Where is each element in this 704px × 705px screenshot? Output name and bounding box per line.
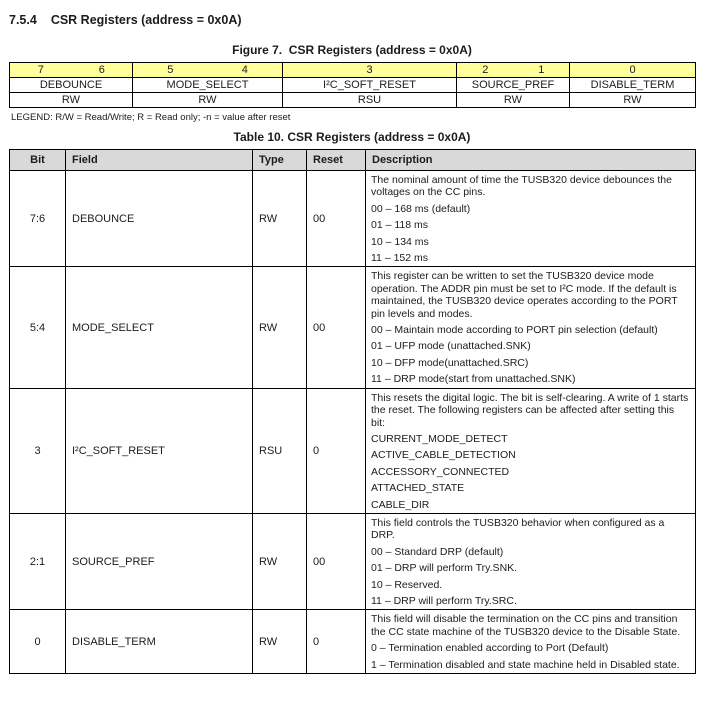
description-line: This register can be written to set the TUSB320 device mode operation. The ADDR pin must be set to I²C mode. If the default is maintained, the TUSB320 device operates according to the PORT pin levels and modes. bbox=[371, 270, 678, 320]
bit-label-0: 0 bbox=[570, 63, 696, 78]
type-cell: RW bbox=[253, 171, 307, 267]
table-caption: Table 10. CSR Registers (address = 0x0A) bbox=[233, 130, 471, 144]
description-cell bbox=[366, 171, 696, 267]
type-cell: RW bbox=[253, 610, 307, 674]
field-name-mode-select: MODE_SELECT bbox=[133, 78, 283, 93]
description-line: 10 – 134 ms bbox=[371, 235, 429, 248]
section-title: CSR Registers (address = 0x0A) bbox=[50, 13, 242, 27]
description-line: 00 – Standard DRP (default) bbox=[371, 545, 504, 558]
description-line: 0 – Termination enabled according to Port (Default) bbox=[371, 642, 609, 655]
field-name-source-pref: SOURCE_PREF bbox=[457, 78, 570, 93]
figure-bit-number-row bbox=[10, 63, 696, 78]
type-cell: RSU bbox=[253, 388, 307, 513]
bit-label-3: 3 bbox=[283, 63, 457, 78]
table-row-disable-term bbox=[10, 610, 696, 674]
legend-text: LEGEND: R/W = Read/Write; R = Read only; -n = value after reset bbox=[11, 112, 291, 123]
bit-cell: 2:1 bbox=[10, 513, 66, 609]
field-name-debounce: DEBOUNCE bbox=[10, 78, 133, 93]
description-line: This resets the digital logic. The bit is self-clearing. A write of 1 starts the reset. The following registers can be affected after setting this bit: bbox=[371, 391, 689, 429]
reset-cell: 00 bbox=[307, 513, 366, 609]
field-cell: I²C_SOFT_RESET bbox=[66, 388, 253, 513]
description-cell bbox=[366, 610, 696, 674]
description-line: 10 – Reserved. bbox=[371, 578, 443, 591]
description-line: 01 – DRP will perform Try.SNK. bbox=[371, 562, 518, 575]
description-line: 01 – 118 ms bbox=[371, 219, 429, 232]
access-type-disable-term: RW bbox=[570, 93, 696, 108]
column-header-type: Type bbox=[253, 150, 307, 171]
description-line: 00 – 168 ms (default) bbox=[371, 202, 471, 215]
description-line: ATTACHED_STATE bbox=[371, 482, 465, 495]
description-line: 00 – Maintain mode according to PORT pin selection (default) bbox=[371, 324, 658, 337]
access-type-source-pref: RW bbox=[457, 93, 570, 108]
table-row-source-pref bbox=[10, 513, 696, 609]
field-name-disable-term: DISABLE_TERM bbox=[570, 78, 696, 93]
description-line: CABLE_DIR bbox=[371, 498, 430, 511]
bit-label-4: 4 bbox=[208, 63, 283, 78]
access-type-debounce: RW bbox=[10, 93, 133, 108]
description-line: ACTIVE_CABLE_DETECTION bbox=[371, 449, 516, 462]
bit-cell: 7:6 bbox=[10, 171, 66, 267]
column-header-reset: Reset bbox=[307, 150, 366, 171]
bit-label-2: 2 bbox=[457, 63, 514, 78]
figure-access-type-row bbox=[10, 93, 696, 108]
table-header-row bbox=[10, 150, 696, 171]
reset-cell: 00 bbox=[307, 267, 366, 388]
bit-cell: 3 bbox=[10, 388, 66, 513]
field-cell: MODE_SELECT bbox=[66, 267, 253, 388]
field-name-i2c-soft-reset: I²C_SOFT_RESET bbox=[283, 78, 457, 93]
figure-field-name-row bbox=[10, 78, 696, 93]
field-cell: DEBOUNCE bbox=[66, 171, 253, 267]
description-cell bbox=[366, 513, 696, 609]
table-row-i2c-soft-reset bbox=[10, 388, 696, 513]
description-cell bbox=[366, 267, 696, 388]
field-cell: SOURCE_PREF bbox=[66, 513, 253, 609]
access-type-mode-select: RW bbox=[133, 93, 283, 108]
bit-cell: 5:4 bbox=[10, 267, 66, 388]
section-number: 7.5.4 bbox=[9, 13, 37, 27]
bit-label-1: 1 bbox=[514, 63, 570, 78]
figure-caption: Figure 7. CSR Registers (address = 0x0A) bbox=[232, 43, 472, 57]
section-heading bbox=[9, 13, 695, 27]
description-line: This field will disable the termination on the CC pins and transition the CC state machine of the TUSB320 device to the Disable State. bbox=[371, 613, 681, 638]
access-type-i2c-soft-reset: RSU bbox=[283, 93, 457, 108]
description-line: 11 – 152 ms bbox=[371, 252, 429, 265]
bit-cell: 0 bbox=[10, 610, 66, 674]
type-cell: RW bbox=[253, 267, 307, 388]
table-row-mode-select bbox=[10, 267, 696, 388]
description-line: 10 – DFP mode(unattached.SRC) bbox=[371, 356, 529, 369]
bit-label-7: 7 bbox=[10, 63, 72, 78]
column-header-bit: Bit bbox=[10, 150, 66, 171]
reset-cell: 00 bbox=[307, 171, 366, 267]
description-cell bbox=[366, 388, 696, 513]
bit-label-6: 6 bbox=[72, 63, 133, 78]
register-description-table bbox=[9, 149, 696, 674]
description-line: This field controls the TUSB320 behavior when configured as a DRP. bbox=[371, 516, 665, 542]
description-line: ACCESSORY_CONNECTED bbox=[371, 465, 510, 478]
table-row-debounce bbox=[10, 171, 696, 267]
reset-cell: 0 bbox=[307, 610, 366, 674]
bit-label-5: 5 bbox=[133, 63, 208, 78]
description-line: 01 – UFP mode (unattached.SNK) bbox=[371, 340, 531, 353]
column-header-field: Field bbox=[66, 150, 253, 171]
description-line: The nominal amount of time the TUSB320 device debounces the voltages on the CC pins. bbox=[371, 174, 672, 199]
description-line: CURRENT_MODE_DETECT bbox=[371, 432, 508, 445]
field-cell: DISABLE_TERM bbox=[66, 610, 253, 674]
description-line: 11 – DRP mode(start from unattached.SNK) bbox=[371, 373, 576, 386]
description-line: 1 – Termination disabled and state machine held in Disabled state. bbox=[371, 658, 680, 671]
column-header-description: Description bbox=[366, 150, 696, 171]
type-cell: RW bbox=[253, 513, 307, 609]
description-line: 11 – DRP will perform Try.SRC. bbox=[371, 594, 517, 607]
reset-cell: 0 bbox=[307, 388, 366, 513]
register-bit-figure bbox=[9, 62, 696, 108]
